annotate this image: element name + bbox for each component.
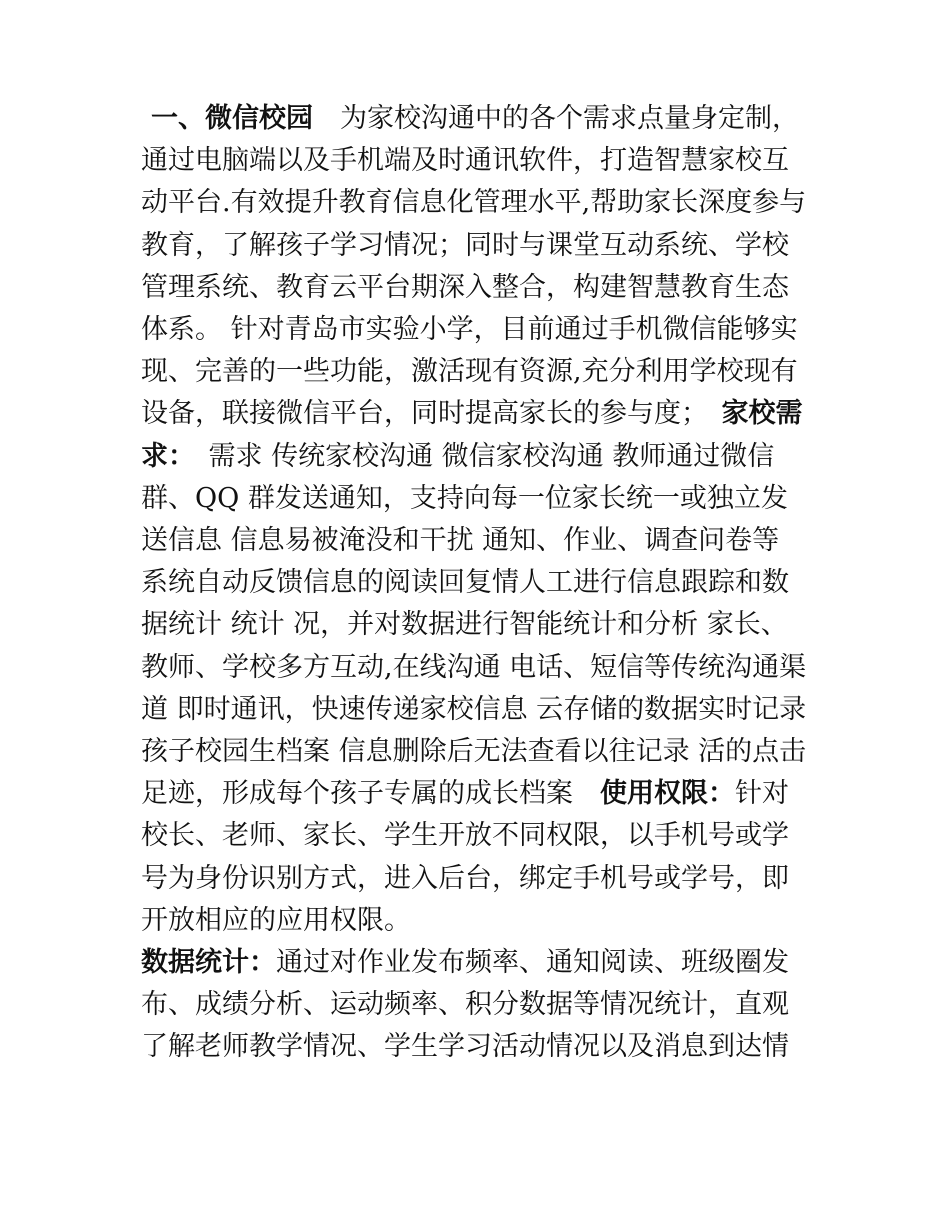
document-body — [141, 98, 813, 1069]
paragraph — [141, 942, 813, 1069]
section-heading-wechat-campus: 一、微信校园 — [151, 103, 313, 134]
section-text-statistics: 通过对作业发布频率、通知阅读、班级圈发布、成绩分析、运动频率、积分数据等情况统计，直观了解老师教学情况、学生学习活动情况以及消息到达情 — [141, 947, 789, 1063]
paragraph — [141, 98, 813, 942]
section-heading-school-needs: 家校需求： — [141, 398, 803, 472]
section-heading-statistics: 数据统计： — [141, 947, 276, 979]
section-heading-permissions: 使用权限： — [600, 778, 735, 810]
section-text-wechat-campus: 为家校沟通中的各个需求点量身定制，通过电脑端以及手机端及时通讯软件，打造智慧家校互动平台.有效提升教育信息化管理水平,帮助家长深度参与教育，了解孩子学习情况；同时与课堂互动系统、学校管理系统、教育云平台期深入整合，构建智慧教育生态体系。 针对青岛市实验小学，目前通过手机微信能够实现、完善的一些功能，激活现有资源,充分利用学校现有设备，联接微信平台，同时提高家长的参与度； — [141, 103, 807, 430]
section-text-school-needs: 需求 传统家校沟通 微信家校沟通 教师通过微信群、QQ 群发送通知，支持向每一位家长统一或独立发送信息 信息易被淹没和干扰 通知、作业、调查问卷等 系统自动反馈信息的阅读回复情人工进行信息跟踪和数据统计 统计 况，并对数据进行智能统计和分析 家长、教师、学校多方互动,在线沟通 电话、短信等传统沟通渠道 即时通讯，快速传递家校信息 云存储的数据实时记录孩子校园生档案 信息删除后无法查看以往记录 活的点击足迹，形成每个孩子专属的成长档案 — [141, 440, 807, 810]
section-text-permissions: 针对校长、老师、家长、学生开放不同权限，以手机号或学号为身份识别方式，进入后台，绑定手机号或学号，即开放相应的应用权限。 — [141, 778, 789, 936]
